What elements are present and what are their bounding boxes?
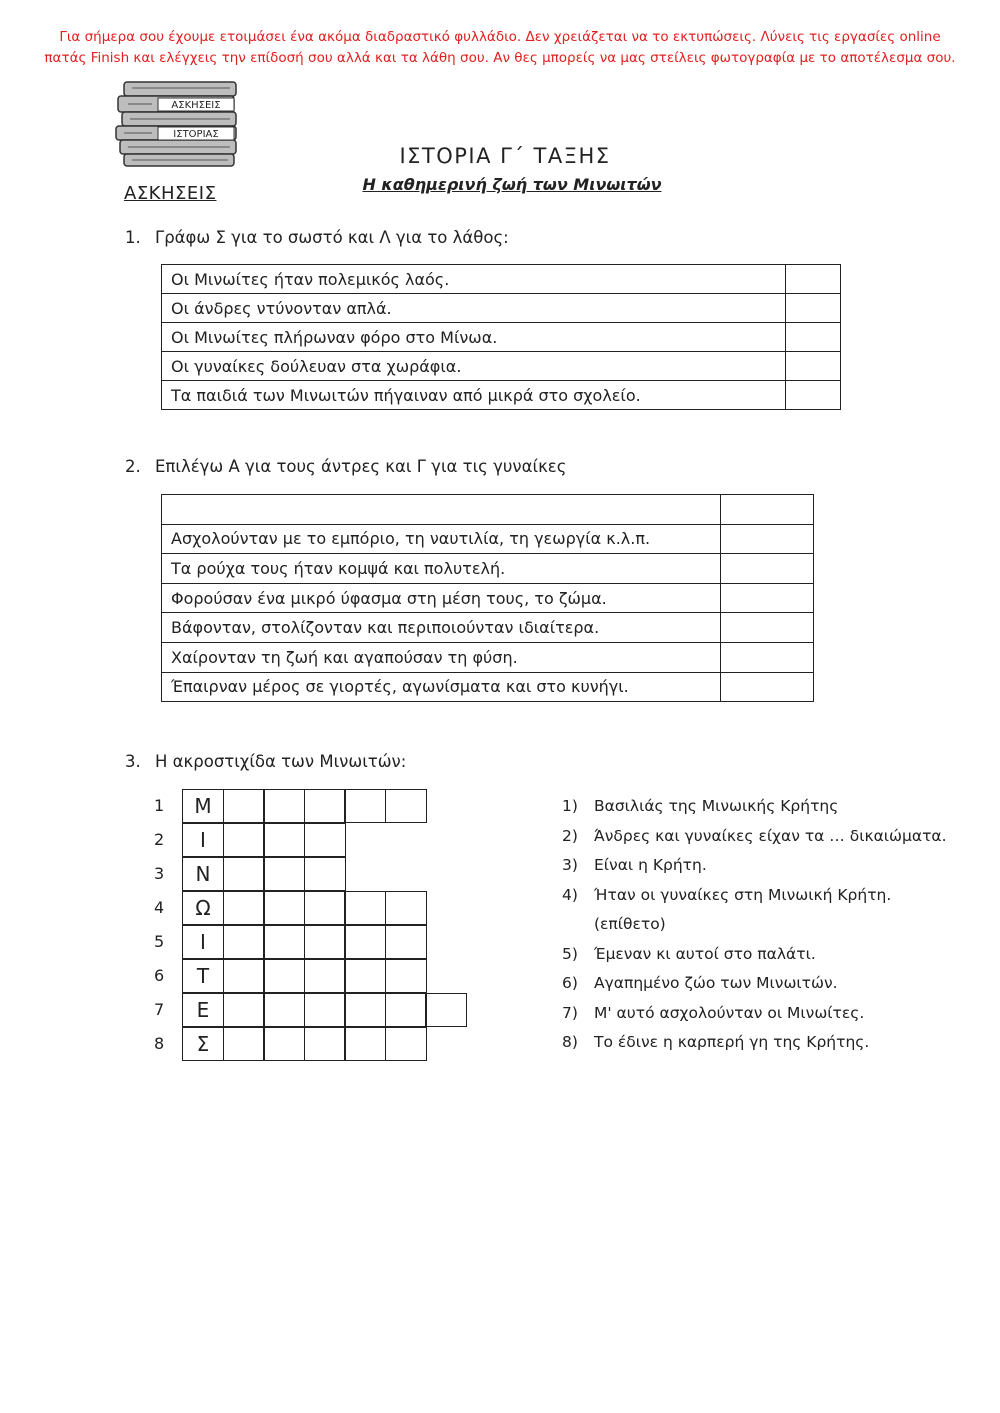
clue-number: 7): [562, 1003, 578, 1022]
clue-number: 5): [562, 944, 578, 963]
question-2-title: [125, 457, 566, 476]
answer-input[interactable]: [721, 553, 817, 584]
crossword-cell[interactable]: [385, 959, 427, 993]
logo-bottom-text: ΙΣΤΟΡΙΑΣ: [173, 129, 219, 140]
answer-input[interactable]: [786, 264, 844, 294]
statement-text: Βάφονταν, στολίζονταν και περιποιούνταν ιδιαίτερα.: [162, 613, 721, 643]
question-3-prompt: Η ακροστιχίδα των Μινωιτών:: [155, 752, 407, 771]
answer-cell[interactable]: [721, 583, 814, 613]
row-number: 5: [154, 932, 165, 951]
question-1-number: 1.: [125, 228, 141, 247]
crossword-cell[interactable]: [223, 925, 265, 959]
answer-cell[interactable]: [721, 613, 814, 643]
page-title: ΙΣΤΟΡΙΑ Γ΄ ΤΑΞΗΣ: [399, 144, 611, 168]
answer-input[interactable]: [721, 583, 817, 614]
page-subtitle: Η καθημερινή ζωή των Μινωιτών: [362, 175, 662, 194]
books-logo-icon: [112, 78, 244, 170]
acrostic-letter-cell: Ω: [182, 891, 224, 925]
table-row: [162, 642, 814, 672]
crossword-cell[interactable]: [223, 1027, 265, 1061]
true-false-table: [161, 264, 841, 410]
crossword-cell[interactable]: [223, 789, 265, 823]
table-row: [162, 294, 841, 323]
crossword-cell[interactable]: [385, 993, 427, 1027]
row-number: 8: [154, 1034, 165, 1053]
table-row: [162, 265, 841, 294]
crossword-cell[interactable]: [344, 1027, 386, 1061]
acrostic-letter-cell: Ι: [182, 925, 224, 959]
answer-input[interactable]: [786, 380, 844, 410]
crossword-cell[interactable]: [425, 993, 467, 1027]
crossword-cell[interactable]: [304, 925, 346, 959]
crossword-cell[interactable]: [385, 1027, 427, 1061]
statement-text: Οι Μινωίτες ήταν πολεμικός λαός.: [162, 265, 786, 294]
crossword-cell[interactable]: [223, 823, 265, 857]
row-number: 2: [154, 830, 165, 849]
question-3-number: 3.: [125, 752, 141, 771]
logo-top-text: ΑΣΚΗΣΕΙΣ: [171, 100, 221, 111]
row-number: 4: [154, 898, 165, 917]
answer-input[interactable]: [786, 293, 844, 323]
instructions-notice: [20, 27, 980, 69]
statement-text: Τα ρούχα τους ήταν κομψά και πολυτελή.: [162, 554, 721, 584]
table-row: [162, 583, 814, 613]
answer-input[interactable]: [786, 322, 844, 352]
answer-cell[interactable]: [721, 642, 814, 672]
table-row: [162, 323, 841, 352]
statement-text: Φορούσαν ένα μικρό ύφασμα στη μέση τους, το ζώμα.: [162, 583, 721, 613]
acrostic-letter-cell: Μ: [182, 789, 224, 823]
notice-line-2: πατάς Finish και ελέγχεις την επίδοσή σου αλλά και τα λάθη σου. Αν θες μπορείς να μας στείλεις φωτογραφία με το αποτέλεσμα σου.: [44, 50, 956, 66]
answer-cell[interactable]: [786, 352, 841, 381]
crossword-cell[interactable]: [304, 1027, 346, 1061]
clue-number: 6): [562, 974, 578, 992]
crossword-cell[interactable]: [344, 789, 386, 823]
answer-input[interactable]: [721, 642, 817, 673]
crossword-cell[interactable]: [385, 891, 427, 925]
statement-text: Οι Μινωίτες πλήρωναν φόρο στο Μίνωα.: [162, 323, 786, 352]
statement-text: Τα παιδιά των Μινωιτών πήγαιναν από μικρά στο σχολείο.: [162, 381, 786, 410]
answer-cell[interactable]: [721, 672, 814, 702]
crossword-cell[interactable]: [304, 823, 346, 857]
answer-cell[interactable]: [786, 381, 841, 410]
men-women-table: [161, 494, 814, 702]
table-row: [162, 672, 814, 702]
crossword-cell[interactable]: [385, 789, 427, 823]
crossword-cell[interactable]: [304, 993, 346, 1027]
acrostic-letter-cell: Τ: [182, 959, 224, 993]
crossword-cell[interactable]: [263, 925, 305, 959]
crossword-cell[interactable]: [263, 891, 305, 925]
crossword-cell[interactable]: [344, 959, 386, 993]
row-number: 6: [154, 966, 165, 985]
crossword-cell[interactable]: [304, 789, 346, 823]
question-1-prompt: Γράφω Σ για το σωστό και Λ για το λάθος:: [155, 228, 509, 247]
answer-cell[interactable]: [786, 265, 841, 294]
statement-text: Έπαιρναν μέρος σε γιορτές, αγωνίσματα και στο κυνήγι.: [162, 672, 721, 702]
clue-text: Το έδινε η καρπερή γη της Κρήτης.: [594, 1033, 870, 1051]
table-row: [162, 524, 814, 554]
answer-cell[interactable]: [786, 294, 841, 323]
clue-text: (επίθετο): [594, 915, 666, 933]
question-1-title: [125, 228, 509, 247]
crossword-cell[interactable]: [344, 993, 386, 1027]
crossword-cell[interactable]: [263, 789, 305, 823]
acrostic-letter-cell: Ε: [182, 993, 224, 1027]
crossword-cell[interactable]: [344, 891, 386, 925]
section-label: ΑΣΚΗΣΕΙΣ: [124, 183, 217, 204]
crossword-cell[interactable]: [304, 891, 346, 925]
crossword-cell[interactable]: [344, 925, 386, 959]
clue-number: 4): [562, 885, 578, 904]
crossword-cell[interactable]: [263, 823, 305, 857]
statement-text: Χαίρονταν τη ζωή και αγαπούσαν τη φύση.: [162, 642, 721, 672]
row-number: 7: [154, 1000, 165, 1019]
acrostic-letter-cell: Ν: [182, 857, 224, 891]
statement-text: Οι γυναίκες δούλευαν στα χωράφια.: [162, 352, 786, 381]
row-number: 1: [154, 796, 165, 815]
question-3-title: [125, 752, 406, 771]
clue-number: 8): [562, 1033, 578, 1051]
clue-text: Έμεναν κι αυτοί στο παλάτι.: [594, 944, 816, 963]
table-row: [162, 495, 814, 525]
clue-text: Μ' αυτό ασχολούνταν οι Μινωίτες.: [594, 1003, 865, 1022]
clue-number: 2): [562, 826, 578, 845]
crossword-cell[interactable]: [385, 925, 427, 959]
crossword-cell[interactable]: [263, 1027, 305, 1061]
answer-cell[interactable]: [721, 554, 814, 584]
answer-cell[interactable]: [786, 323, 841, 352]
clue-text: Άνδρες και γυναίκες είχαν τα … δικαιώματα.: [594, 826, 947, 845]
answer-input[interactable]: [721, 612, 817, 643]
question-2-prompt: Επιλέγω Α για τους άντρες και Γ για τις γυναίκες: [155, 457, 567, 476]
crossword-cell[interactable]: [263, 959, 305, 993]
clue-text: Είναι η Κρήτη.: [594, 856, 707, 874]
header-cell: [162, 495, 721, 525]
answer-input[interactable]: [721, 524, 817, 555]
crossword-cell[interactable]: [304, 857, 346, 891]
table-row: [162, 381, 841, 410]
crossword-cell[interactable]: [223, 891, 265, 925]
row-number: 3: [154, 864, 165, 883]
answer-cell: [721, 495, 814, 525]
acrostic-letter-cell: Ι: [182, 823, 224, 857]
crossword-cell[interactable]: [223, 959, 265, 993]
clue-text: Ήταν οι γυναίκες στη Μινωική Κρήτη.: [594, 885, 892, 904]
answer-input[interactable]: [786, 351, 844, 381]
clue-text: Αγαπημένο ζώο των Μινωιτών.: [594, 974, 838, 992]
answer-cell[interactable]: [721, 524, 814, 554]
clue-number: 1): [562, 797, 578, 815]
answer-input[interactable]: [721, 672, 817, 703]
notice-line-1: Για σήμερα σου έχουμε ετοιμάσει ένα ακόμα διαδραστικό φυλλάδιο. Δεν χρειάζεται να το εκτυπώσεις. Λύνεις τις εργασίες online: [59, 29, 941, 45]
statement-text: Ασχολούνταν με το εμπόριο, τη ναυτιλία, τη γεωργία κ.λ.π.: [162, 524, 721, 554]
crossword-cell[interactable]: [263, 857, 305, 891]
table-row: [162, 352, 841, 381]
table-row: [162, 613, 814, 643]
statement-text: Οι άνδρες ντύνονταν απλά.: [162, 294, 786, 323]
question-2-number: 2.: [125, 457, 141, 476]
crossword-cell[interactable]: [223, 857, 265, 891]
clue-text: Βασιλιάς της Μινωικής Κρήτης: [594, 797, 839, 815]
crossword-cell[interactable]: [223, 993, 265, 1027]
crossword-cell[interactable]: [263, 993, 305, 1027]
clue-number: 3): [562, 856, 578, 874]
crossword-cell[interactable]: [304, 959, 346, 993]
acrostic-letter-cell: Σ: [182, 1027, 224, 1061]
table-row: [162, 554, 814, 584]
